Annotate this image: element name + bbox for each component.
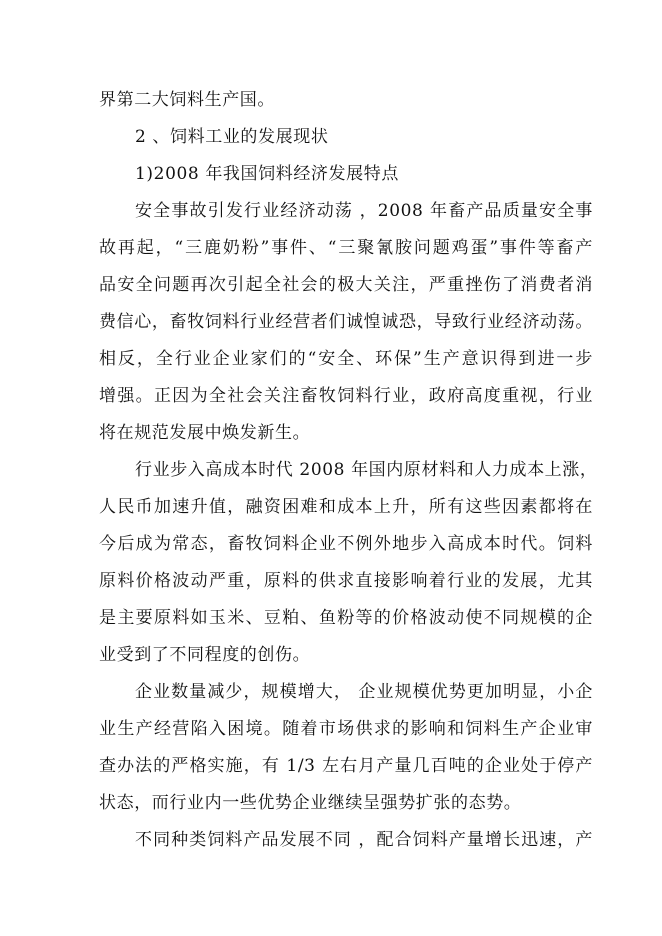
paragraph-2-line-6: 业受到了不同程度的创伤。 xyxy=(99,645,311,665)
paragraph-4-line-1: 不同种类饲料产品发展不同 ，配合饲料产量增长迅速，产 xyxy=(135,830,593,850)
subsection-heading: 1)2008 年我国饲料经济发展特点 xyxy=(135,164,399,184)
paragraph-1-line-5: 相反，全行业企业家们的“安全、环保”生产意识得到进一步 xyxy=(99,349,593,369)
paragraph-2-line-2: 人民币加速升值，融资困难和成本上升，所有这些因素都将在 xyxy=(99,497,593,517)
paragraph-1-line-3: 品安全问题再次引起全社会的极大关注，严重挫伤了消费者消 xyxy=(99,275,593,295)
paragraph-3-line-2: 业生产经营陷入困境。随着市场供求的影响和饲料生产企业审 xyxy=(99,719,593,739)
paragraph-3-line-1: 企业数量减少，规模增大， 企业规模优势更加明显，小企 xyxy=(135,682,593,702)
section-heading: 2 、饲料工业的发展现状 xyxy=(135,127,329,147)
paragraph-1-line-6: 增强。正因为全社会关注畜牧饲料行业，政府高度重视，行业 xyxy=(99,386,593,406)
paragraph-1-line-4: 费信心，畜牧饲料行业经营者们诚惶诚恐，导致行业经济动荡。 xyxy=(99,312,593,332)
paragraph-2-line-5: 是主要原料如玉米、豆粕、鱼粉等的价格波动使不同规模的企 xyxy=(99,608,593,628)
paragraph-3-line-4: 状态，而行业内一些优势企业继续呈强势扩张的态势。 xyxy=(99,793,522,813)
paragraph-1-line-2: 故再起，“三鹿奶粉”事件、“三聚氰胺问题鸡蛋”事件等畜产 xyxy=(99,238,593,258)
paragraph-3-line-3: 查办法的严格实施，有 1/3 左右月产量几百吨的企业处于停产 xyxy=(99,756,593,776)
paragraph-1-line-1: 安全事故引发行业经济动荡 ，2008 年畜产品质量安全事 xyxy=(135,201,593,221)
paragraph-2-line-3: 今后成为常态，畜牧饲料企业不例外地步入高成本时代。饲料 xyxy=(99,534,593,554)
paragraph-2-line-1: 行业步入高成本时代 2008 年国内原材料和人力成本上涨， xyxy=(135,460,598,480)
text-line-1: 界第二大饲料生产国。 xyxy=(99,90,275,110)
paragraph-1-line-7: 将在规范发展中焕发新生。 xyxy=(99,423,311,443)
paragraph-2-line-4: 原料价格波动严重，原料的供求直接影响着行业的发展，尤其 xyxy=(99,571,593,591)
